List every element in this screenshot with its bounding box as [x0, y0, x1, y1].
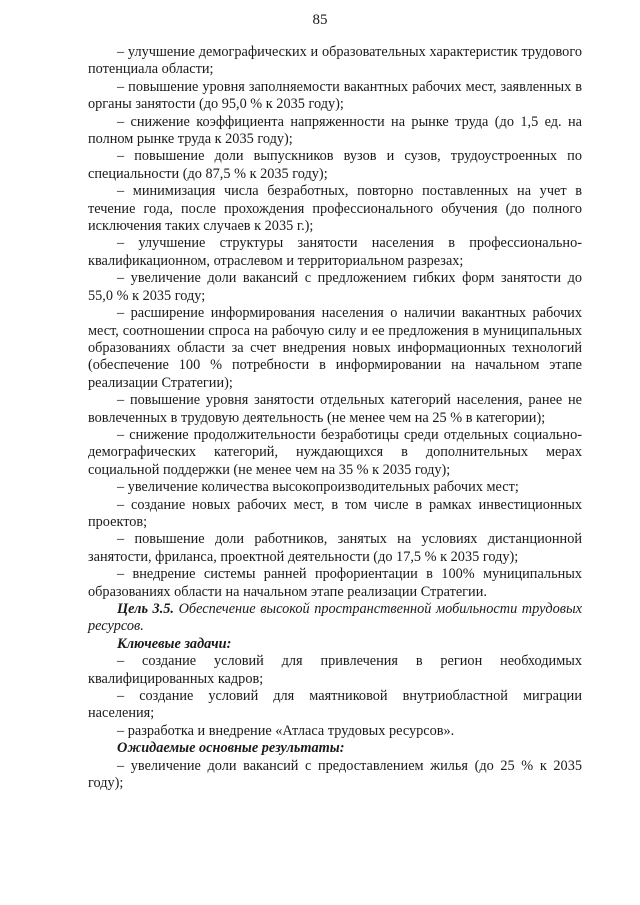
list-item: – повышение доли выпускников вузов и сузов, трудоустроенных по специальности (до 87,5 % к 2035 году);: [88, 148, 582, 182]
goal-label: Цель 3.5.: [117, 601, 174, 617]
list-item: – увеличение количества высокопроизводительных рабочих мест;: [117, 479, 519, 496]
list-item: – повышение уровня занятости отдельных категорий населения, ранее не вовлеченных в трудовую деятельность (не менее чем на 25 % в категории);: [88, 392, 582, 426]
list-item: – увеличение доли вакансий с предложением гибких форм занятости до 55,0 % к 2035 году;: [88, 270, 582, 304]
list-item: – создание новых рабочих мест, в том числе в рамках инвестиционных проектов;: [88, 496, 582, 530]
tasks-heading: Ключевые задачи:: [117, 635, 232, 652]
results-list-top: [88, 44, 582, 601]
task-item: – создание условий для маятниковой внутриобластной миграции населения;: [88, 688, 582, 722]
goal-text: Обеспечение высокой пространственной мобильности трудовых ресурсов.: [88, 601, 582, 635]
results-list: [88, 758, 582, 793]
results-heading: Ожидаемые основные результаты:: [117, 740, 345, 757]
list-item: – повышение уровня заполняемости вакантных рабочих мест, заявленных в органы занятости (до 95,0 % к 2035 году);: [88, 78, 582, 113]
list-item: – внедрение системы ранней профориентации в 100% муниципальных образованиях области на начальном этапе реализации Стратегии.: [88, 566, 582, 600]
tasks-list: [88, 653, 582, 740]
goal-heading: [88, 601, 582, 636]
list-item: – снижение продолжительности безработицы среди отдельных социально-демографических категорий, нуждающихся в дополнительных мерах социальной поддержки (не менее чем на 35 % к 2035 году);: [88, 426, 582, 478]
result-item: – увеличение доли вакансий с предоставлением жилья (до 25 % к 2035 году);: [88, 757, 582, 792]
list-item: – снижение коэффициента напряженности на рынке труда (до 1,5 ед. на полном рынке труда к 2035 году);: [88, 113, 582, 148]
task-item: – создание условий для привлечения в регион необходимых квалифицированных кадров;: [88, 653, 582, 687]
list-item: – улучшение структуры занятости населения в профессионально-квалификационном, отраслевом и территориальном разрезах;: [88, 235, 582, 269]
task-item: – разработка и внедрение «Атласа трудовых ресурсов».: [117, 722, 455, 739]
page-body: [88, 44, 582, 792]
list-item: – повышение доли работников, занятых на условиях дистанционной занятости, фриланса, проектной деятельности (до 17,5 % к 2035 году);: [88, 531, 582, 565]
list-item: – минимизация числа безработных, повторно поставленных на учет в течение года, после прохождения профессионального обучения (до полного исключения таких случаев к 2035 г.);: [88, 183, 582, 235]
list-item: – улучшение демографических и образовательных характеристик трудового потенциала области;: [88, 44, 582, 78]
page-number: 85: [312, 12, 328, 28]
list-item: – расширение информирования населения о наличии вакантных рабочих мест, соотношении спроса на рабочую силу и ее предложения в муниципальных образованиях области за счет внедрения новых информационных технологий (обеспечение 100 % потребности в информировании на начальном этапе реализации Стратегии);: [88, 305, 582, 391]
